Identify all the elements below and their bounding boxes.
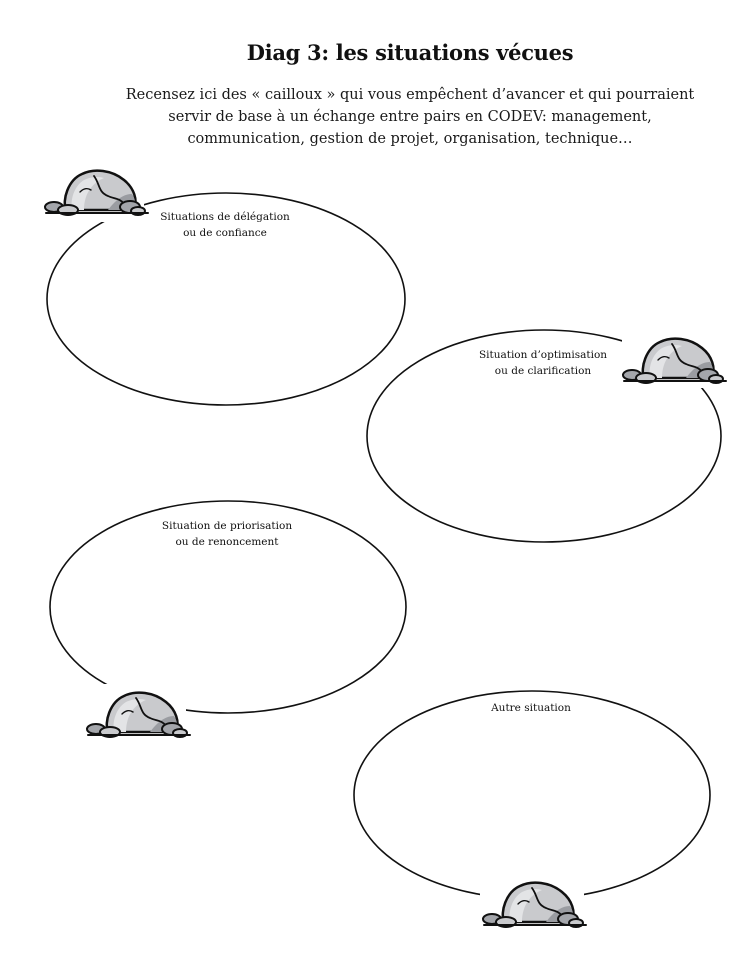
zone-label-line: Autre situation	[491, 702, 571, 714]
intro-line: Recensez ici des « cailloux » qui vous empêchent d’avancer et qui pourraient	[125, 87, 695, 103]
zone-label-line: ou de clarification	[494, 365, 592, 377]
zone-label-delegation	[125, 209, 325, 241]
intro-line: communication, gestion de projet, organisation, technique…	[187, 131, 633, 147]
zone-label-priorisation	[127, 518, 327, 550]
zone-label-line: Situation de priorisation	[161, 520, 293, 532]
zone-label-line: Situation d’optimisation	[478, 349, 608, 361]
zone-label-line: ou de confiance	[183, 227, 267, 239]
zone-label-line: ou de renoncement	[175, 536, 279, 548]
zone-label-autre	[431, 700, 631, 716]
zone-ellipse-autre	[354, 691, 710, 899]
zone-label-line: Situations de délégation	[160, 211, 290, 223]
intro-text	[100, 84, 720, 150]
zone-label-optimisation	[443, 347, 643, 379]
page-title: Diag 3: les situations vécues	[246, 40, 574, 65]
intro-line: servir de base à un échange entre pairs en CODEV: management,	[168, 109, 652, 125]
